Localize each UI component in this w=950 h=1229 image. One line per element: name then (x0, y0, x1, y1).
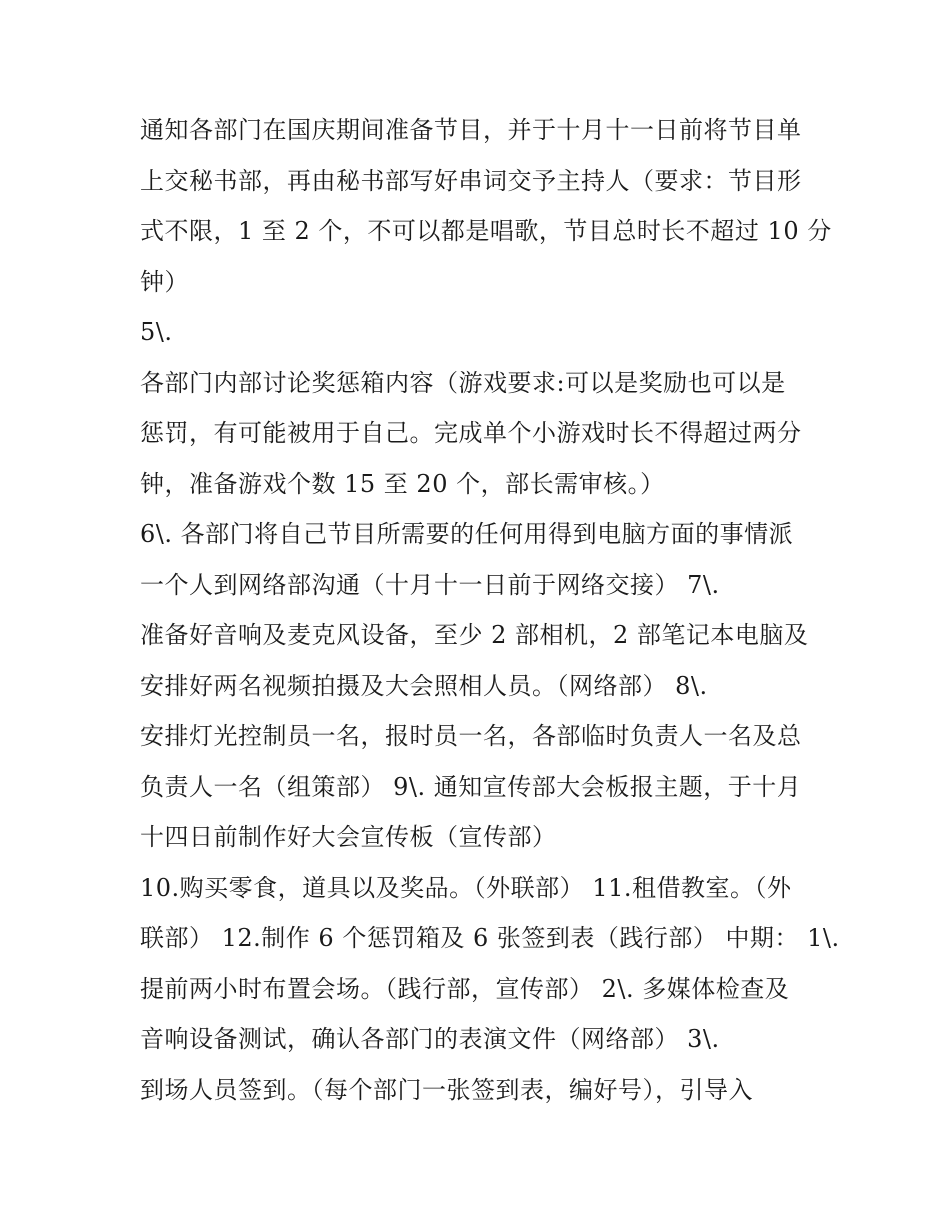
text-line: 各部门内部讨论奖惩箱内容（游戏要求:可以是奖励也可以是 (140, 368, 786, 397)
text-line: 钟，准备游戏个数 15 至 20 个，部长需审核。） (140, 469, 665, 498)
text-line: 负责人一名（组策部） 9\. 通知宣传部大会板报主题，于十月 (140, 772, 802, 801)
text-line: 一个人到网络部沟通（十月十一日前于网络交接） 7\. (140, 570, 720, 599)
text-line: 通知各部门在国庆期间准备节目，并于十月十一日前将节目单 (140, 116, 802, 144)
text-line: 上交秘书部，再由秘书部写好串词交予主持人（要求：节目形 (140, 166, 802, 195)
text-line: 安排灯光控制员一名，报时员一名，各部临时负责人一名及总 (140, 722, 802, 750)
text-line: 准备好音响及麦克风设备，至少 2 部相机，2 部笔记本电脑及 (140, 621, 809, 649)
text-line: 音响设备测试，确认各部门的表演文件（网络部） 3\. (140, 1025, 720, 1053)
text-line: 十四日前制作好大会宣传板（宣传部） (140, 823, 557, 851)
text-line: 安排好两名视频拍摄及大会照相人员。（网络部） 8\. (140, 671, 708, 700)
text-line: 到场人员签到。（每个部门一张签到表，编好号），引导入 (140, 1075, 753, 1104)
text-line: 钟） (140, 267, 189, 296)
text-line: 惩罚，有可能被用于自己。完成单个小游戏时长不得超过两分 (140, 419, 802, 447)
text-line: 5\. (140, 318, 173, 346)
document-body (140, 110, 840, 1120)
text-line: 10.购买零食，道具以及奖品。（外联部） 11.租借教室。（外 (140, 873, 792, 902)
text-line: 6\. 各部门将自己节目所需要的任何用得到电脑方面的事情派 (140, 520, 794, 548)
text-line: 式不限，1 至 2 个，不可以都是唱歌，节目总时长不超过 10 分 (140, 217, 832, 245)
text-line: 提前两小时布置会场。（践行部，宣传部） 2\. 多媒体检查及 (140, 974, 790, 1003)
text-line: 联部） 12.制作 6 个惩罚箱及 6 张签到表（践行部） 中期： 1\. (140, 924, 840, 952)
